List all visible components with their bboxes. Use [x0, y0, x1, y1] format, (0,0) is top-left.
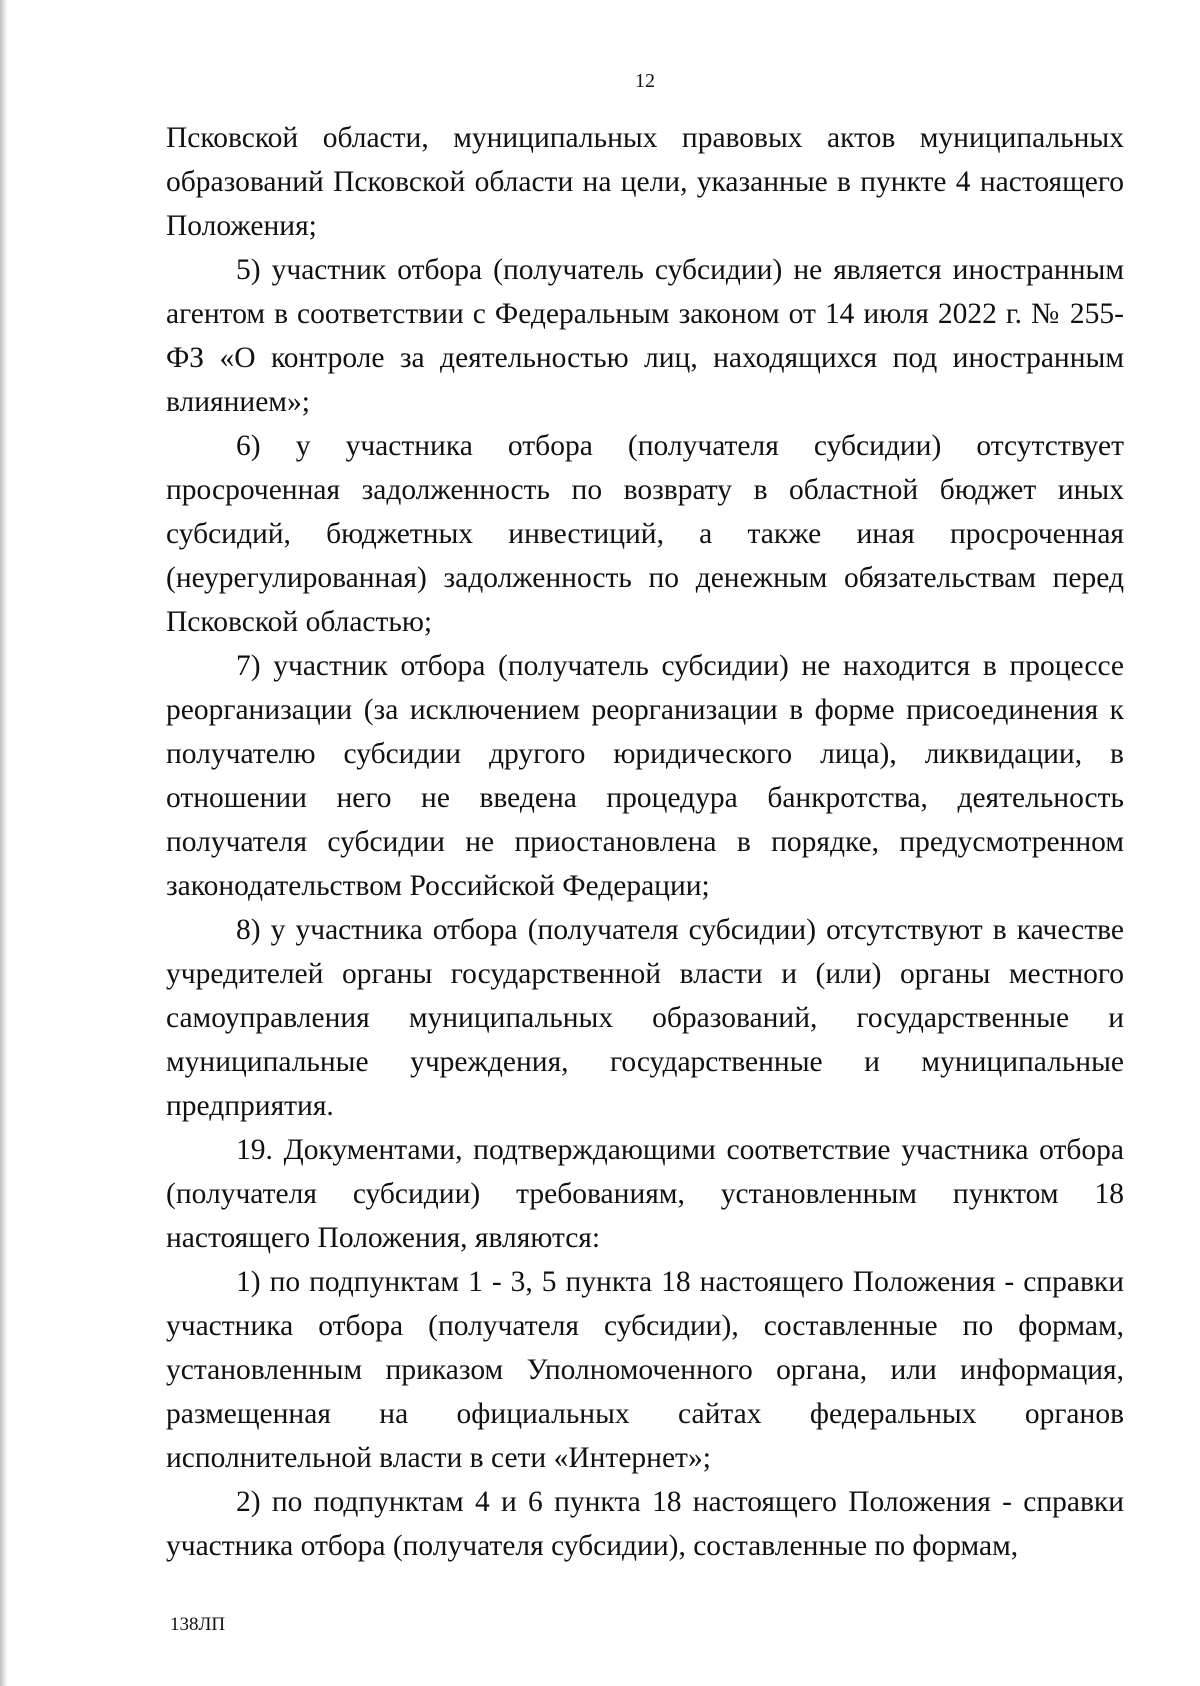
paragraph-item-5: 5) участник отбора (получатель субсидии) не является иностранным агентом в соответствии с Федеральным законом от 14 июля 2022 г. № 255-ФЗ «О контроле за деятельностью лиц, находящихся под иностранным влиянием»; — [166, 254, 1124, 418]
footer-document-code: 138ЛП — [170, 1614, 226, 1635]
paragraph-continuation: Псковской области, муниципальных правовых актов муниципальных образований Псковской области на цели, указанные в пункте 4 настоящего Положения; — [166, 122, 1124, 242]
scan-edge — [0, 0, 8, 1686]
paragraph-sub-2: 2) по подпунктам 4 и 6 пункта 18 настоящего Положения - справки участника отбора (получателя субсидии), составленные по формам, — [166, 1486, 1124, 1562]
document-body — [166, 116, 1124, 1568]
paragraph-item-6: 6) у участника отбора (получателя субсидии) отсутствует просроченная задолженность по возврату в областной бюджет иных субсидий, бюджетных инвестиций, а также иная просроченная (неурегулированная) задолженность по денежным обязательствам перед Псковской областью; — [166, 430, 1124, 638]
paragraph-item-8: 8) у участника отбора (получателя субсидии) отсутствуют в качестве учредителей органы государственной власти и (или) органы местного самоуправления муниципальных образований, государственные и муниципальные учреждения, государственные и муниципальные предприятия. — [166, 914, 1124, 1122]
page-number: 12 — [635, 70, 655, 92]
paragraph-sub-1: 1) по подпунктам 1 - 3, 5 пункта 18 настоящего Положения - справки участника отбора (получателя субсидии), составленные по формам, установленным приказом Уполномоченного органа, или информация, размещенная на официальных сайтах федеральных органов исполнительной власти в сети «Интернет»; — [166, 1266, 1124, 1474]
paragraph-item-7: 7) участник отбора (получатель субсидии) не находится в процессе реорганизации (за исключением реорганизации в форме присоединения к получателю субсидии другого юридического лица), ликвидации, в отношении него не введена процедура банкротства, деятельность получателя субсидии не приостановлена в порядке, предусмотренном законодательством Российской Федерации; — [166, 650, 1124, 902]
paragraph-clause-19: 19. Документами, подтверждающими соответствие участника отбора (получателя субсидии) требованиям, установленным пунктом 18 настоящего Положения, являются: — [166, 1134, 1124, 1254]
